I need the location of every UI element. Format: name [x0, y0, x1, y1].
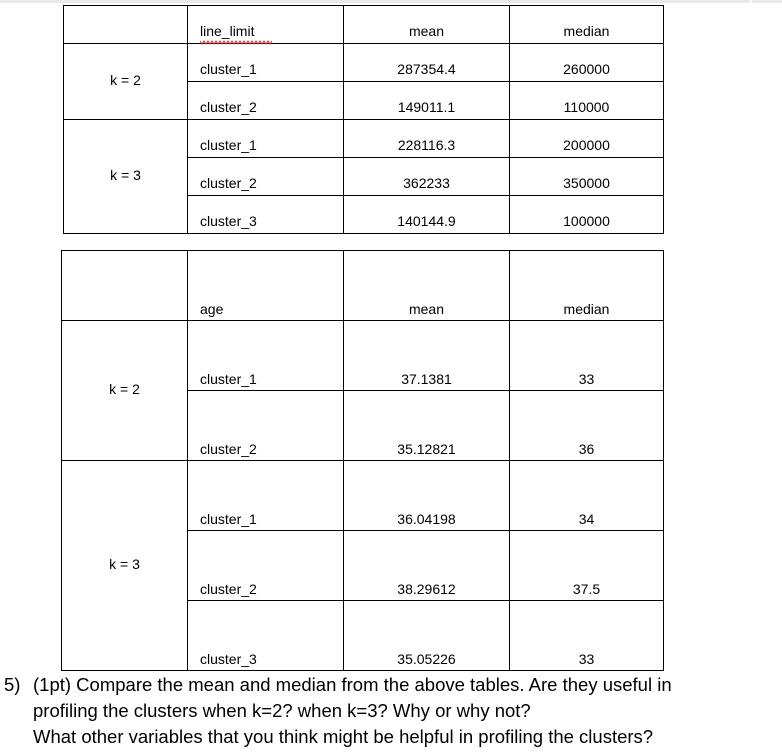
page-top-border [0, 0, 782, 3]
median-cell [510, 321, 664, 391]
header-variable-cell [188, 251, 344, 321]
cluster-label: cluster_1 [200, 371, 257, 387]
question-number: 5) [4, 674, 21, 695]
line-limit-table [63, 5, 664, 234]
header-mean-cell [344, 6, 510, 44]
mean-value: 149011.1 [397, 99, 456, 115]
header-median-cell [510, 251, 664, 321]
median-value: 34 [578, 511, 595, 527]
median-cell [510, 391, 664, 461]
question-text-2: profiling the clusters when k=2? when k=3? Why or why not? [33, 700, 531, 721]
header-variable: age [200, 301, 224, 317]
mean-value: 287354.4 [397, 61, 456, 77]
mean-value: 140144.9 [397, 213, 456, 229]
header-variable-cell [188, 6, 344, 44]
mean-value: 38.29612 [397, 581, 456, 597]
cluster-cell [188, 601, 344, 671]
median-cell [510, 158, 664, 196]
mean-cell [344, 391, 510, 461]
cluster-label: cluster_1 [200, 511, 257, 527]
median-cell [510, 601, 664, 671]
median-value: 33 [578, 651, 595, 667]
median-cell [510, 461, 664, 531]
mean-value: 362233 [403, 175, 450, 191]
question-text-3: What other variables that you think might be helpful in profiling the clusters? [33, 726, 654, 747]
table-row [62, 461, 664, 531]
mean-cell [344, 120, 510, 158]
page-top-border-gap [750, 0, 752, 3]
table-header-row [64, 6, 664, 44]
header-empty-cell [62, 251, 188, 321]
cluster-cell [188, 120, 344, 158]
question-5 [4, 672, 764, 750]
cluster-cell [188, 391, 344, 461]
cluster-cell [188, 44, 344, 82]
median-value: 110000 [563, 99, 610, 115]
mean-cell [344, 158, 510, 196]
age-table [61, 250, 664, 671]
cluster-cell [188, 196, 344, 234]
question-text-1: (1pt) Compare the mean and median from the above tables. Are they useful in [33, 674, 672, 695]
header-median: median [563, 23, 610, 39]
mean-value: 35.12821 [397, 441, 456, 457]
group-label-cell [64, 120, 188, 234]
median-cell [510, 120, 664, 158]
header-variable: line_limit [200, 23, 255, 39]
cluster-label: cluster_2 [200, 441, 257, 457]
mean-value: 35.05226 [397, 651, 456, 667]
cluster-cell [188, 461, 344, 531]
group-label: k = 2 [109, 381, 140, 397]
cluster-cell [188, 321, 344, 391]
cluster-label: cluster_2 [200, 581, 257, 597]
median-value: 260000 [563, 61, 610, 77]
mean-value: 228116.3 [397, 137, 456, 153]
median-value: 33 [578, 371, 595, 387]
group-label: k = 2 [110, 72, 141, 88]
cluster-label: cluster_3 [200, 651, 257, 667]
header-median-cell [510, 6, 664, 44]
median-value: 200000 [563, 137, 610, 153]
cluster-label: cluster_2 [200, 175, 257, 191]
median-value: 37.5 [572, 581, 601, 597]
table-row [62, 321, 664, 391]
table-row [64, 120, 664, 158]
header-mean-cell [344, 251, 510, 321]
header-empty-cell [64, 6, 188, 44]
cluster-cell [188, 158, 344, 196]
cluster-label: cluster_1 [200, 137, 257, 153]
group-label: k = 3 [110, 167, 141, 183]
median-value: 350000 [563, 175, 610, 191]
question-line-3 [4, 724, 764, 750]
cluster-cell [188, 82, 344, 120]
table-row [64, 44, 664, 82]
median-value: 36 [578, 441, 595, 457]
group-label-cell [62, 461, 188, 671]
mean-cell [344, 82, 510, 120]
cluster-cell [188, 531, 344, 601]
header-mean: mean [408, 23, 445, 39]
question-line-2 [4, 698, 764, 724]
median-cell [510, 82, 664, 120]
mean-cell [344, 44, 510, 82]
cluster-label: cluster_1 [200, 61, 257, 77]
mean-cell [344, 321, 510, 391]
mean-cell [344, 461, 510, 531]
group-label-cell [64, 44, 188, 120]
cluster-label: cluster_2 [200, 99, 257, 115]
header-median: median [563, 301, 610, 317]
table-header-row [62, 251, 664, 321]
median-value: 100000 [563, 213, 610, 229]
header-mean: mean [408, 301, 445, 317]
median-cell [510, 196, 664, 234]
cluster-label: cluster_3 [200, 213, 257, 229]
mean-cell [344, 601, 510, 671]
mean-value: 37.1381 [401, 371, 452, 387]
group-label-cell [62, 321, 188, 461]
median-cell [510, 531, 664, 601]
group-label: k = 3 [109, 556, 140, 572]
median-cell [510, 44, 664, 82]
mean-value: 36.04198 [397, 511, 456, 527]
mean-cell [344, 531, 510, 601]
question-line-1 [4, 672, 764, 698]
mean-cell [344, 196, 510, 234]
